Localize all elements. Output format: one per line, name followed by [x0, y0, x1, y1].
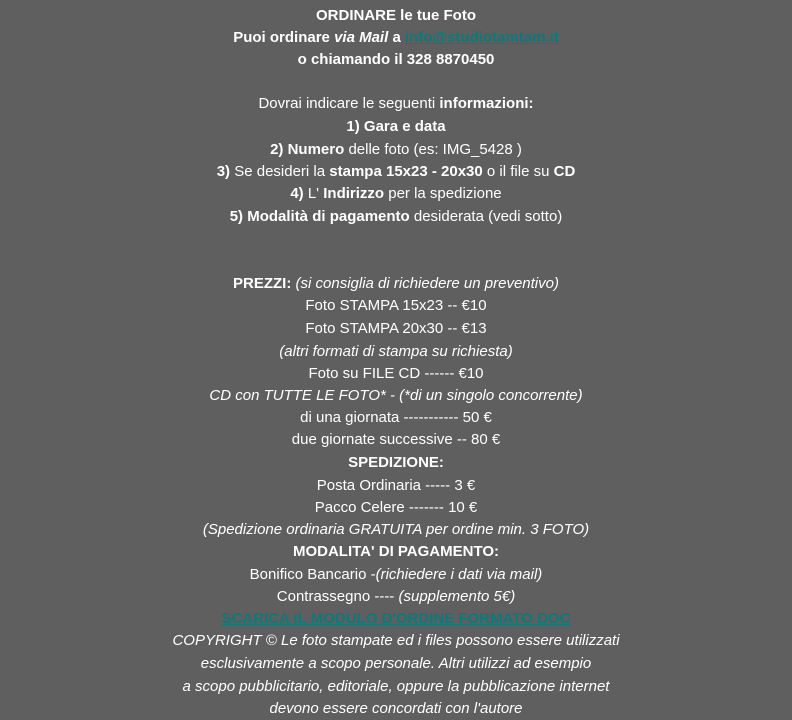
- payment-line-2: [0, 587, 792, 607]
- title-text: ORDINARE le tue Foto: [316, 7, 476, 24]
- price-line-1: [0, 296, 792, 316]
- info-item-3-cd: CD: [553, 163, 576, 180]
- shipping-line-3: [0, 520, 792, 540]
- info-intro: [0, 94, 792, 114]
- info-item-2-rest: delle foto (es: IMG_5428 ): [348, 141, 522, 158]
- payment-line-1: [0, 565, 792, 585]
- payment-label: MODALITA' DI PAGAMENTO:: [292, 543, 500, 560]
- info-item-3-a: Se desideri la: [234, 163, 326, 180]
- info-item-1-text: 1) Gara e data: [346, 118, 446, 135]
- info-item-4-bold: Indirizzo: [323, 185, 385, 202]
- price-line-6-text: di una giornata ----------- 50 €: [300, 409, 492, 426]
- info-item-3: [0, 162, 792, 182]
- price-line-7-text: due giornate successive -- 80 €: [291, 431, 501, 448]
- email-link[interactable]: info@studiotamtam.it: [404, 29, 559, 46]
- phone-text: o chiamando il 328 8870450: [297, 51, 495, 68]
- shipping-line-1-text: Posta Ordinaria ----- 3 €: [316, 477, 476, 494]
- mail-italic: via Mail: [334, 29, 389, 46]
- info-item-2: [0, 140, 792, 160]
- mail-a: a: [392, 29, 401, 46]
- price-line-3-text: (altri formati di stampa su richiesta): [279, 343, 513, 360]
- info-item-2-bold: 2) Numero: [270, 141, 345, 158]
- info-intro-plain: Dovrai indicare le seguenti: [258, 95, 436, 112]
- price-line-5: [0, 386, 792, 406]
- info-item-4-rest: per la spedizione: [388, 185, 502, 202]
- info-item-4-a: L': [307, 185, 320, 202]
- price-line-7: [0, 430, 792, 450]
- shipping-line-2: [0, 498, 792, 518]
- prices-header: [0, 274, 792, 294]
- copyright-line-3-text: a scopo pubblicitario, editoriale, oppure la pubblicazione internet: [182, 678, 610, 695]
- payment-line-2-italic: (supplemento 5€): [398, 588, 516, 605]
- price-line-6: [0, 408, 792, 428]
- info-item-4-num: 4): [290, 185, 304, 202]
- prices-label: PREZZI:: [233, 275, 292, 292]
- shipping-line-1: [0, 476, 792, 496]
- payment-line-1-italic: (richiedere i dati via mail): [375, 566, 543, 583]
- price-line-1-text: Foto STAMPA 15x23 -- €10: [305, 297, 487, 314]
- info-item-3-num: 3): [216, 163, 231, 180]
- download-line: [0, 609, 792, 629]
- info-item-3-bold: stampa 15x23 - 20x30: [329, 163, 483, 180]
- copyright-line-1-text: COPYRIGHT © Le foto stampate ed i files possono essere utilizzati: [172, 632, 620, 649]
- info-item-5-bold: 5) Modalità di pagamento: [229, 208, 410, 225]
- price-line-2-text: Foto STAMPA 20x30 -- €13: [305, 320, 487, 337]
- mail-line: [0, 28, 792, 48]
- shipping-header: [0, 453, 792, 473]
- copyright-line-2-text: esclusivamente a scopo personale. Altri utilizzi ad esempio: [200, 655, 592, 672]
- shipping-line-2-text: Pacco Celere ------- 10 €: [314, 499, 478, 516]
- copyright-line-4-text: devono essere concordati con l'autore: [269, 700, 523, 717]
- payment-header: [0, 542, 792, 562]
- info-item-4: [0, 184, 792, 204]
- payment-line-2-plain: Contrassegno ----: [276, 588, 395, 605]
- info-item-5: [0, 207, 792, 227]
- shipping-label: SPEDIZIONE:: [348, 454, 444, 471]
- info-item-5-rest: desiderata (vedi sotto): [413, 208, 563, 225]
- phone-line: [0, 50, 792, 70]
- download-order-form-link[interactable]: SCARICA IL MODULO D'ORDINE FORMATO DOC: [221, 610, 571, 627]
- copyright-line-3: [0, 677, 792, 697]
- payment-line-1-plain: Bonifico Bancario -: [249, 566, 376, 583]
- copyright-line-1: [0, 631, 792, 651]
- price-line-4-text: Foto su FILE CD ------ €10: [308, 365, 484, 382]
- price-line-5-text: CD con TUTTE LE FOTO* - (*di un singolo concorrente): [209, 387, 583, 404]
- copyright-line-2: [0, 654, 792, 674]
- price-line-4: [0, 364, 792, 384]
- copyright-line-4: [0, 699, 792, 719]
- page-title: [0, 6, 792, 26]
- info-item-3-b: o il file su: [486, 163, 550, 180]
- price-line-3: [0, 342, 792, 362]
- prices-note: (si consiglia di richiedere un preventivo): [295, 275, 559, 292]
- price-line-2: [0, 319, 792, 339]
- mail-prefix: Puoi ordinare: [233, 29, 330, 46]
- info-intro-bold: informazioni:: [439, 95, 534, 112]
- info-item-1: [0, 117, 792, 137]
- shipping-line-3-text: (Spedizione ordinaria GRATUITA per ordine min. 3 FOTO): [202, 521, 590, 538]
